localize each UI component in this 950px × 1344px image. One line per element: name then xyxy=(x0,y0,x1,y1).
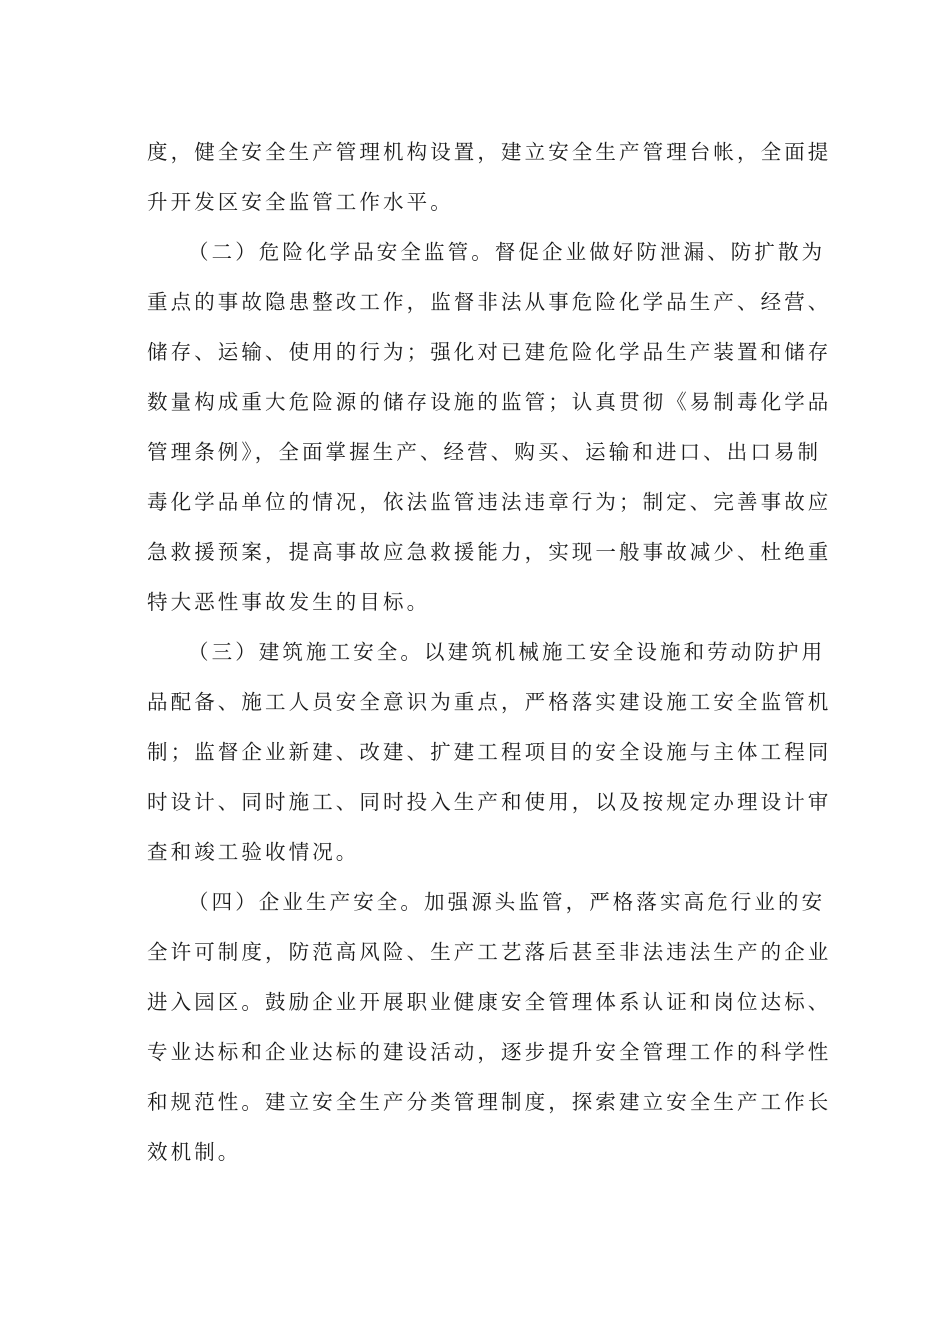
text-line: 急救援预案，提高事故应急救援能力，实现一般事故减少、杜绝重 xyxy=(147,540,832,564)
text-line: 储存、运输、使用的行为；强化对已建危险化学品生产装置和储存 xyxy=(147,340,832,364)
text-line-indented: （三）建筑施工安全。以建筑机械施工安全设施和劳动防护用 xyxy=(188,640,826,664)
text-line: 管理条例》，全面掌握生产、经营、购买、运输和进口、出口易制 xyxy=(147,440,822,464)
document-body xyxy=(147,127,832,1177)
text-line: 升开发区安全监管工作水平。 xyxy=(147,190,454,214)
text-line: 特大恶性事故发生的目标。 xyxy=(147,590,431,614)
text-line: 重点的事故隐患整改工作，监督非法从事危险化学品生产、经营、 xyxy=(147,290,832,314)
text-line: 度，健全安全生产管理机构设置，建立安全生产管理台帐，全面提 xyxy=(147,140,832,164)
text-line: 时设计、同时施工、同时投入生产和使用，以及按规定办理设计审 xyxy=(147,790,832,814)
text-line: 查和竣工验收情况。 xyxy=(147,840,360,864)
text-line: 数量构成重大危险源的储存设施的监管；认真贯彻《易制毒化学品 xyxy=(147,390,832,414)
text-line-indented: （四）企业生产安全。加强源头监管，严格落实高危行业的安 xyxy=(188,890,826,914)
text-line-indented: （二）危险化学品安全监管。督促企业做好防泄漏、防扩散为 xyxy=(188,240,826,264)
paragraph-hazardous-chemicals xyxy=(147,227,832,627)
text-line: 制；监督企业新建、改建、扩建工程项目的安全设施与主体工程同 xyxy=(147,740,832,764)
text-line: 效机制。 xyxy=(147,1140,242,1164)
paragraph-continuation xyxy=(147,127,832,227)
paragraph-construction-safety xyxy=(147,627,832,877)
paragraph-enterprise-safety xyxy=(147,877,832,1177)
text-line: 和规范性。建立安全生产分类管理制度，探索建立安全生产工作长 xyxy=(147,1090,832,1114)
text-line: 全许可制度，防范高风险、生产工艺落后甚至非法违法生产的企业 xyxy=(147,940,832,964)
text-line: 品配备、施工人员安全意识为重点，严格落实建设施工安全监管机 xyxy=(147,690,832,714)
text-line: 进入园区。鼓励企业开展职业健康安全管理体系认证和岗位达标、 xyxy=(147,990,832,1014)
text-line: 毒化学品单位的情况，依法监管违法违章行为；制定、完善事故应 xyxy=(147,490,832,514)
text-line: 专业达标和企业达标的建设活动，逐步提升安全管理工作的科学性 xyxy=(147,1040,832,1064)
